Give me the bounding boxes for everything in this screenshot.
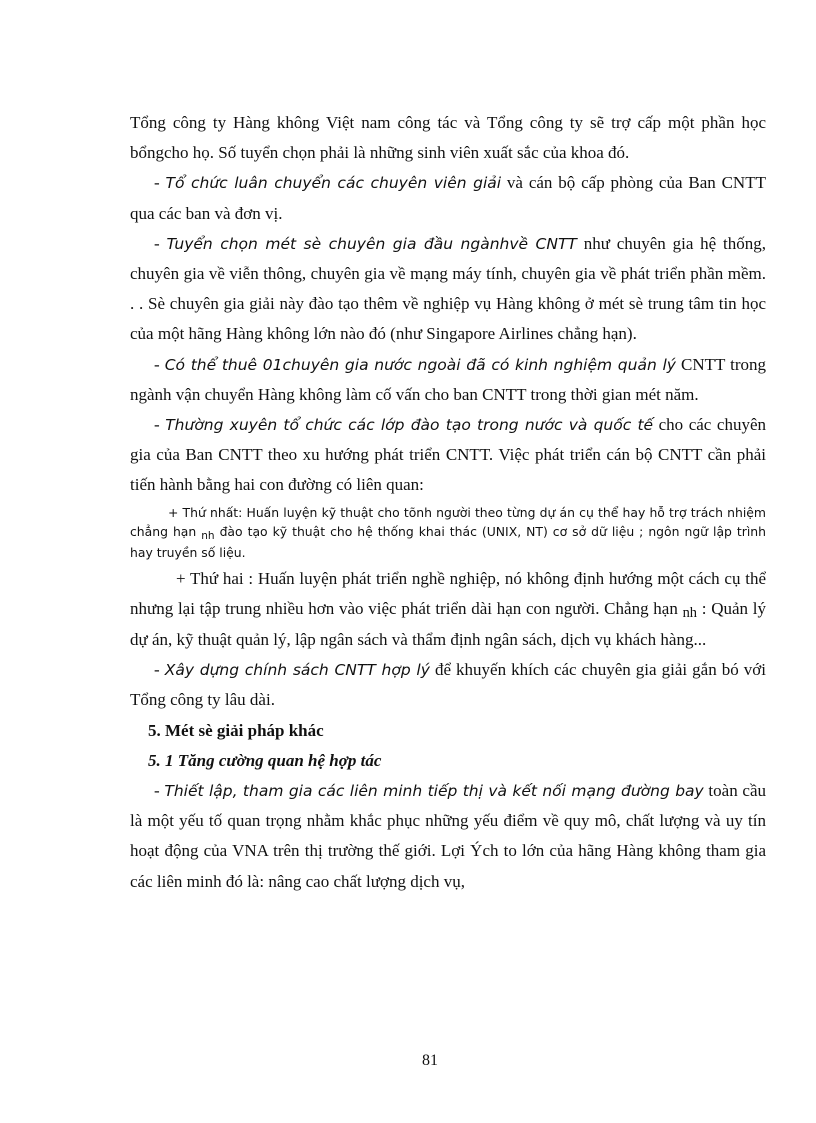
subscript-abbrev: nh (201, 529, 215, 542)
bullet-dash: - (154, 415, 166, 435)
paragraph-6-text: + Thứ nhất: Huấn luyện kỹ thuật cho tõnh người theo từng dự án cụ thể hay hỗ trợ trách nhiệm chẳng hạn (130, 504, 766, 539)
subscript-abbrev: nh (682, 604, 698, 621)
bullet-dash: - (154, 173, 166, 193)
paragraph-5 (130, 410, 766, 501)
paragraph-6-text-end: đào tạo kỹ thuật cho hệ thống khai thác (UNIX, NT) cơ sở dữ liệu ; ngôn ngữ lập trình hay truyền số liệu. (130, 523, 766, 560)
paragraph-1 (130, 108, 766, 168)
italic-phrase: Xây dựng chính sách CNTT hợp lý (164, 661, 430, 680)
paragraph-7 (130, 564, 766, 656)
bullet-dash: - (154, 660, 165, 680)
paragraph-8 (130, 655, 766, 715)
paragraph-2-text: và cán bộ cấp phòng của Ban CNTT qua các ban và đơn vị. (130, 173, 766, 223)
subsection-heading: 5. 1 Tăng cường quan hệ hợp tác (148, 750, 382, 770)
paragraph-5-text: cho các chuyên gia của Ban CNTT theo xu hướng phát triển CNTT. Việc phát triển cán bộ CNTT cần phải tiến hành bằng hai con đường có liên quan: (130, 415, 766, 495)
bullet-dash: - (154, 233, 167, 253)
bullet-dash: - (154, 354, 165, 374)
paragraph-7-text-end: : Quản lý dự án, kỹ thuật quản lý, lập ngân sách và thẩm định ngân sách, dịch vụ khách hàng... (130, 598, 766, 650)
italic-phrase: Có thể thuê 01chuyên gia nước ngoài đã có kinh nghiệm quản lý (164, 355, 676, 374)
paragraph-9 (130, 776, 766, 897)
bullet-dash: - (154, 781, 165, 801)
paragraph-8-text: để khuyến khích các chuyên gia giải gắn bó với Tổng công ty lâu dài. (130, 660, 767, 710)
paragraph-1-text: Tổng công ty Hàng không Việt nam công tác và Tổng công ty sẽ trợ cấp một phần học bổngcho họ. Số tuyển chọn phải là những sinh viên xuất sắc của khoa đó. (130, 113, 766, 163)
paragraph-9-text: toàn cầu là một yếu tố quan trọng nhằm khắc phục những yếu điểm về quy mô, chất lượng và uy tín hoạt động của VNA trên thị trường thế giới. Lợi Ých to lớn của hãng Hàng không tham gia các liên minh đó là: nâng cao chất lượng dịch vụ, (130, 781, 766, 891)
paragraph-3-text: như chuyên gia hệ thống, chuyên gia về viễn thông, chuyên gia về mạng máy tính, chuyên gia về phát triển phần mềm. . . Sè chuyên gia giải này đào tạo thêm về nghiệp vụ Hàng không ở mét sè trung tâm tin học của một hãng Hàng không lớn nào đó (như Singapore Airlines chẳng hạn). (130, 233, 766, 344)
paragraph-6 (130, 503, 766, 562)
paragraph-7-text: + Thứ hai : Huấn luyện phát triển nghề nghiệp, nó không định hướng một cách cụ thể nhưng lại tập trung nhiều hơn vào việc phát triển dài hạn con người. Chẳng hạn (130, 568, 766, 618)
paragraph-4 (130, 350, 766, 410)
italic-phrase: Tổ chức luân chuyển các chuyên viên giải (165, 174, 502, 193)
italic-phrase: Thường xuyên tổ chức các lớp đào tạo trong nước và quốc tế (165, 416, 654, 435)
italic-phrase: Tuyển chọn mét sè chuyên gia đầu ngànhvề CNTT (166, 234, 577, 253)
italic-phrase: Thiết lập, tham gia các liên minh tiếp thị và kết nối mạng đường bay (164, 782, 704, 801)
section-heading: 5. Mét sè giải pháp khác (148, 720, 324, 740)
paragraph-2 (130, 168, 766, 228)
paragraph-4-text: CNTT trong ngành vận chuyển Hàng không làm cố vấn cho ban CNTT trong thời gian mét năm. (130, 354, 766, 404)
page-number: 81 (422, 1052, 438, 1069)
paragraph-3 (130, 229, 766, 350)
